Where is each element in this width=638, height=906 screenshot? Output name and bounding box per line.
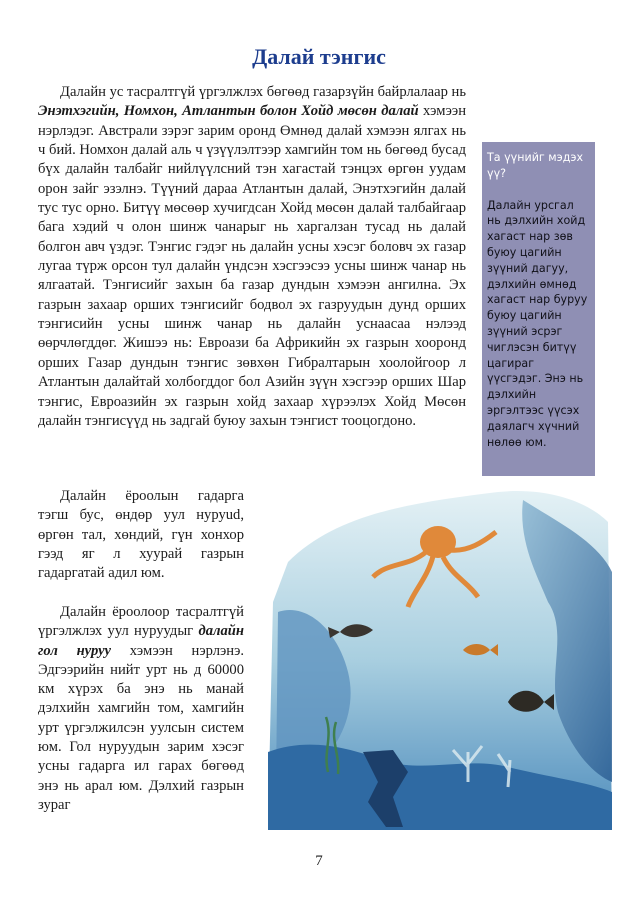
underwater-illustration [268, 482, 614, 832]
page-number: 7 [315, 853, 323, 869]
main-paragraph [38, 83, 466, 431]
main-text-part: хэмээн нэрлэдэг. Австрали зэрэг зарим оронд Өмнөд далай хэмээн ялгах нь ч бий. Номхон далай аль ч үзүүлэлтээр хамгийн том нь бөгөөд бусад бүх далайн талбайг нийлүүлсний тэн хагастай тэнцэх өргөн уудам орон зайг эзэлнэ. Түүний дараа Атлантын далай, Энэтхэгийн далай тус тус орно. Битүү мөсөөр хучигдсан Хойд мөсөн далай талбайгаар бага хэдий ч олон шинж чанарыг нь харгалзан тусад нь далай болгон авч үздэг. Тэнгис гэдэг нь далайн усны хэсэг боловч эх газар лугаа түрж орсон тул далайн үндсэн хэсгээсээ усны шинж чанар нь ялгаатай. Тэнгисийг захын ба газар дундын хэмээн ангилна. Эх газрын захаар орших тэнгисийг бодвол эх газруудын дунд орших тэнгисийн усны шинж чанар нь далайн уснаасаа нэлээд өөрчлөгддөг. Жишээ нь: Евроази ба Африкийн эх газрын хооронд орших Газар дундын тэнгис зөвхөн Гибралтарын хоолойгоор л Атлантын далайтай холбогддог бол Азийн зүүн хэсгээр орших Шар тэнгис, Евроазийн эх газрын хойд захаар хүрээлэх Хойд Мөсөн далайн тэнгисүүд нь задгай буюу захын тэнгист тооцогдоно. [38, 103, 467, 429]
mid-ocean-ridge-paragraph [38, 603, 244, 815]
ridge-text-part: Далайн ёроолоор тасралтгүй үргэлжлэх уул нуруудыг [38, 604, 244, 640]
did-you-know-text: Далайн урсгал нь дэлхийн хойд хагаст нар зөв буюу цагийн зүүний дагуу, дэлхийн өмнөд хагаст нар буруу буюу цагийн зүүний эсрэг чиглэсэн битүү цагираг үүсгэдэг. Энэ нь дэлхийн эргэлтээс үүсэх даялагч хүчний нөлөө юм. [487, 198, 588, 449]
page-title: Далай тэнгис [252, 44, 386, 69]
did-you-know-title: Та үүнийг мэдэх үү? [487, 151, 584, 180]
seafloor-paragraph: Далайн ёроолын гадарга тэгш бус, өндөр уул нуруud, өргөн тал, хөндий, гүн хонхор гээд яг л хуурай газрын гадаргатай адил юм. [38, 488, 244, 582]
ocean-names-emphasis: Энэтхэгийн, Номхон, Атлантын болон Хойд мөсөн далай [38, 103, 419, 120]
ridge-term-emphasis: далайн гол нуруу [38, 623, 244, 659]
main-text-part: Далайн ус тасралтгүй үргэлжлэх бөгөөд газарзүйн байрлалаар нь [60, 84, 466, 100]
ridge-text-part: хэмээн нэрлэнэ. Эдгээрийн нийт урт нь д 60000 км хүрэх ба энэ нь манай дэлхийн хамгийн том, хамгийн урт үргэлжилсэн уулсын систем юм. Гол нуруудын зарим хэсэг усны гадарга ил гарах бөгөөд энэ нь арал юм. Дэлхий газрын зураг [38, 642, 245, 813]
did-you-know-box [482, 142, 595, 476]
